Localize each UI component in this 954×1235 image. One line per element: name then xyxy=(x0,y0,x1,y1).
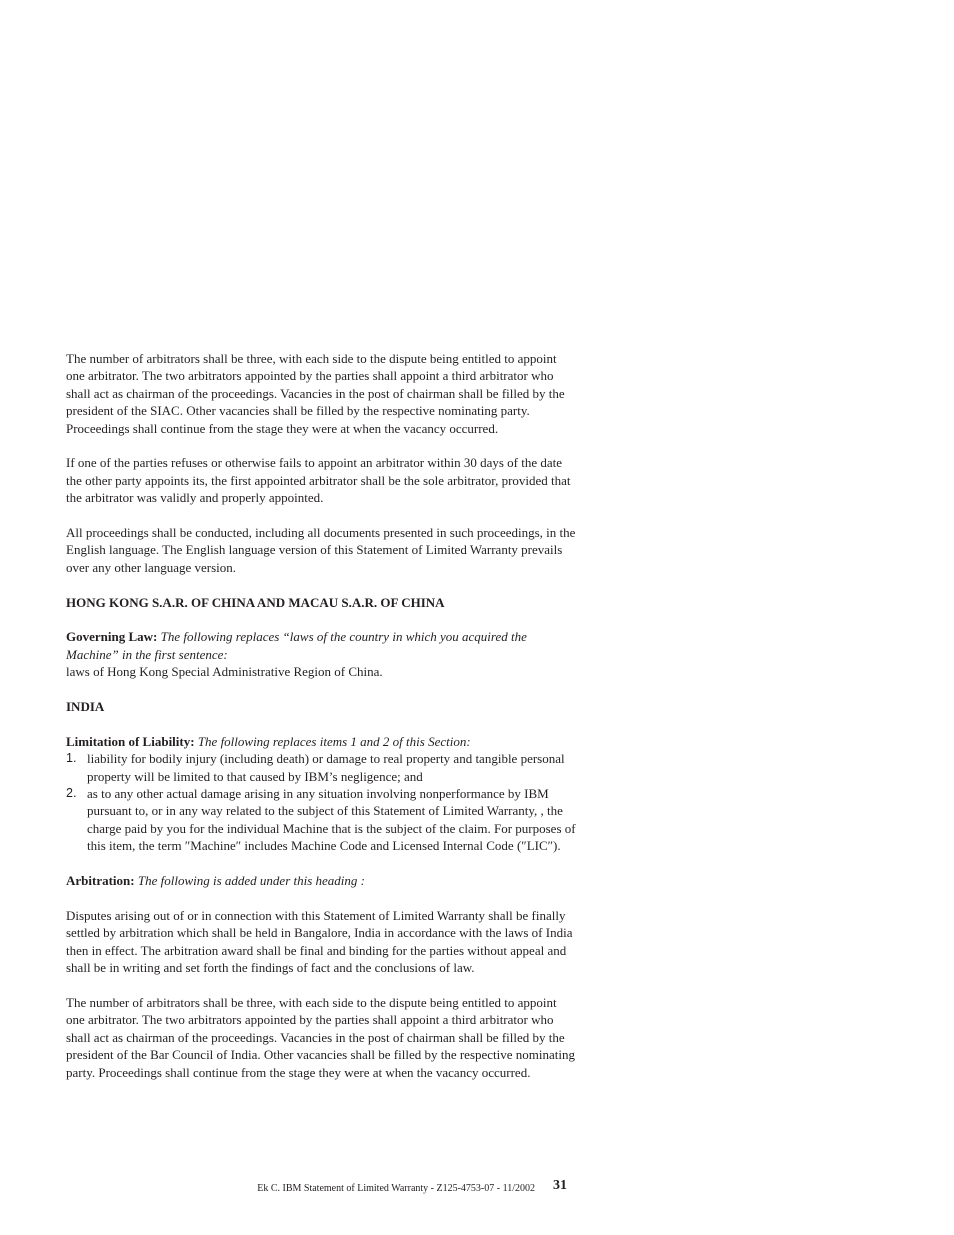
list-item-number: 1. xyxy=(66,751,77,766)
governing-law-instruction: The following replaces “laws of the country in which you acquired the Machine” in the first sentence: xyxy=(66,629,527,662)
limitation-line xyxy=(66,733,576,750)
limitation-of-liability-section xyxy=(66,733,576,855)
arbitration-instruction: The following is added under this heading : xyxy=(137,873,365,889)
arbitration-label: Arbitration: xyxy=(66,873,135,889)
heading-hong-kong-macau: HONG KONG S.A.R. OF CHINA AND MACAU S.A.R. OF CHINA xyxy=(66,594,445,610)
paragraph-english-language: All proceedings shall be conducted, including all documents presented in such proceedings, in the English language. The English language version of this Statement of Limited Warranty prevails over any other language version. xyxy=(66,525,576,575)
page-footer xyxy=(0,1178,954,1198)
paragraph-appointment-failure: If one of the parties refuses or otherwise fails to appoint an arbitrator within 30 days of the date the other party appoints its, the first appointed arbitrator shall be the sole arbitrator, provided that the arbitrator was validly and properly appointed. xyxy=(66,455,571,506)
governing-law-line xyxy=(66,628,576,663)
limitation-label: Limitation of Liability: xyxy=(66,733,195,749)
paragraph-disputes-bangalore: Disputes arising out of or in connection with this Statement of Limited Warranty shall be finally settled by arbitration which shall be held in Bangalore, India in accordance with the laws of India then in effect. The arbitration award shall be final and binding for the parties without appeal and shall be in writing and set forth the findings of fact and the conclusions of law. xyxy=(66,907,573,976)
list-item xyxy=(66,785,576,855)
arbitration-line xyxy=(66,872,576,889)
governing-law-section xyxy=(66,628,576,680)
list-item xyxy=(66,750,576,785)
list-item-text: as to any other actual damage arising in any situation involving nonperformance by IBM pursuant to, or in any way related to the subject of this Statement of Limited Warranty, , the charge paid by you for the individual Machine that is the subject of the claim. For purposes of this item, the term ″Machine″ includes Machine Code and Licensed Internal Code (″LIC″). xyxy=(87,786,576,854)
paragraph-arbitrators-siac: The number of arbitrators shall be three, with each side to the dispute being entitled to appoint one arbitrator. The two arbitrators appointed by the parties shall appoint a third arbitrator who shall act as chairman of the proceedings. Vacancies in the post of chairman shall be filled by the president of the SIAC. Other vacancies shall be filled by the respective nominating party. Proceedings shall continue from the stage they were at when the vacancy occurred. xyxy=(66,351,565,436)
document-body xyxy=(66,350,576,1098)
limitation-instruction: The following replaces items 1 and 2 of this Section: xyxy=(197,733,471,749)
heading-india: INDIA xyxy=(66,699,105,715)
footer-title: Ek C. IBM Statement of Limited Warranty - Z125-4753-07 - 11/2002 xyxy=(257,1183,535,1194)
list-item-number: 2. xyxy=(66,786,77,801)
page-number: 31 xyxy=(553,1178,567,1193)
paragraph-arbitrators-bar-council: The number of arbitrators shall be three, with each side to the dispute being entitled to appoint one arbitrator. The two arbitrators appointed by the parties shall appoint a third arbitrator who shall act as chairman of the proceedings. Vacancies in the post of chairman shall be filled by the president of the Bar Council of India. Other vacancies shall be filled by the respective nominating party. Proceedings shall continue from the stage they were at when the vacancy occurred. xyxy=(66,994,576,1080)
list-item-text: liability for bodily injury (including death) or damage to real property and tangible personal property will be limited to that caused by IBM’s negligence; and xyxy=(87,751,565,784)
limitation-list xyxy=(66,750,576,854)
governing-law-label: Governing Law: xyxy=(66,629,158,645)
governing-law-text: laws of Hong Kong Special Administrative Region of China. xyxy=(66,664,383,680)
